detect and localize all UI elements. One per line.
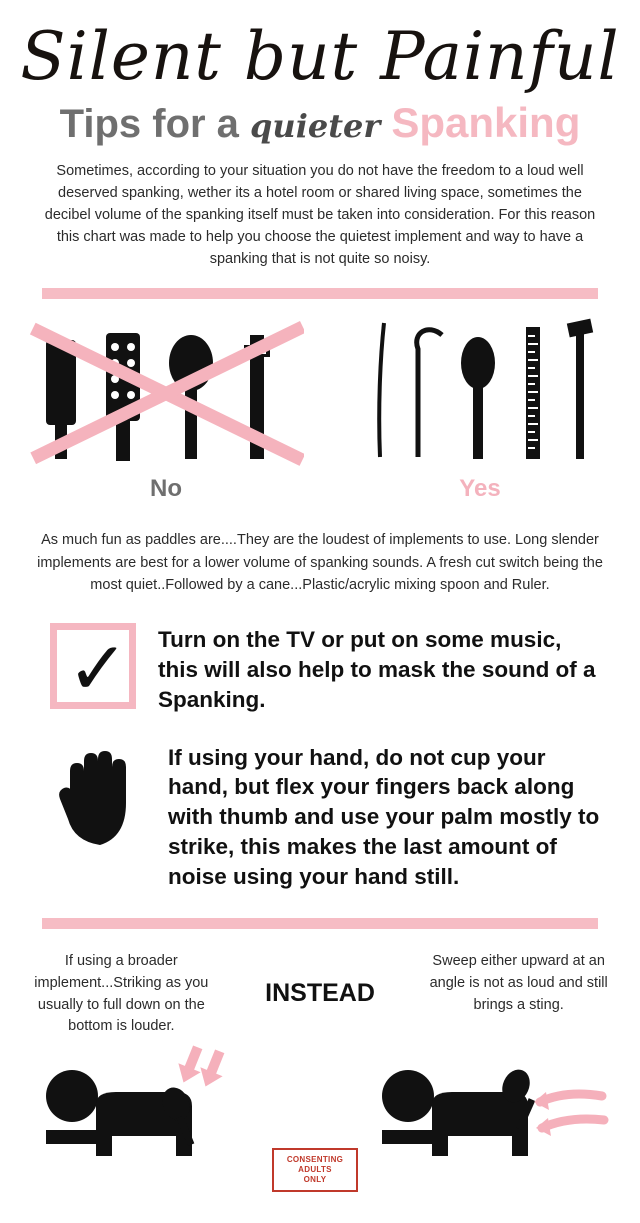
open-hand-icon [50, 741, 146, 851]
comparison-left [22, 951, 221, 1038]
tip-row-hand [50, 741, 606, 893]
tip-text-hand: If using your hand, do not cup your hand, but flex your fingers back along with thumb and use your palm mostly to strike, this makes the last amount of noise using your hand still. [168, 744, 600, 890]
page-subtitle [0, 100, 640, 146]
implements-caption: As much fun as paddles are....They are the loudest of implements to use. Long slender implements are best for a lower volume of spanking sounds. A fresh cut switch being the most quiet..Followed by a cane...Plastic/acrylic mixing spoon and Ruler. [37, 532, 603, 594]
subtitle-highlight: Spanking [391, 99, 581, 146]
badge-line-2: ADULTS [298, 1165, 332, 1174]
divider-bottom [42, 918, 598, 929]
badge-line-1: CONSENTING [286, 1155, 344, 1164]
comparison-left-text: If using a broader implement...Striking as you usually to full down on the bottom is louder. [34, 953, 209, 1035]
tip-text-tv: Turn on the TV or put on some music, this will also help to mask the sound of a Spanking. [158, 626, 596, 712]
comparison-right [419, 951, 618, 1016]
comparison-section [0, 951, 640, 1038]
figure-right [382, 1065, 604, 1156]
yes-implements-icons [350, 315, 610, 485]
no-implements-icons [28, 315, 304, 485]
instead-label: INSTEAD [265, 979, 375, 1008]
figure-left [46, 1044, 231, 1156]
implements-section [0, 315, 640, 515]
implements-no-group [28, 315, 304, 503]
page-title: Silent but Painful [20, 18, 620, 95]
figures-area [0, 1044, 640, 1162]
intro-paragraph: Sometimes, according to your situation you do not have the freedom to a loud well deserved spanking, wether its a hotel room or shared living space, sometimes the decibel volume of the spanking itself must be taken into consideration. For this reason this chart was made to help you choose the quietest implement and way to have a spanking that is not quite so noisy. [44, 163, 596, 268]
label-yes: Yes [459, 475, 501, 503]
implements-yes-group [350, 315, 610, 503]
label-no: No [150, 475, 182, 503]
comparison-figures [0, 1044, 640, 1162]
comparison-middle [221, 951, 420, 1008]
subtitle-italic: quieter [250, 107, 381, 145]
checkbox-checked-icon: ✓ [50, 623, 136, 709]
comparison-right-text: Sweep either upward at an angle is not as loud and still brings a sting. [429, 953, 608, 1013]
divider-top [42, 288, 598, 299]
tip-row-tv [50, 623, 606, 715]
consenting-adults-badge [272, 1148, 358, 1192]
subtitle-part1: Tips for a [59, 102, 239, 146]
badge-line-3: ONLY [303, 1175, 327, 1184]
